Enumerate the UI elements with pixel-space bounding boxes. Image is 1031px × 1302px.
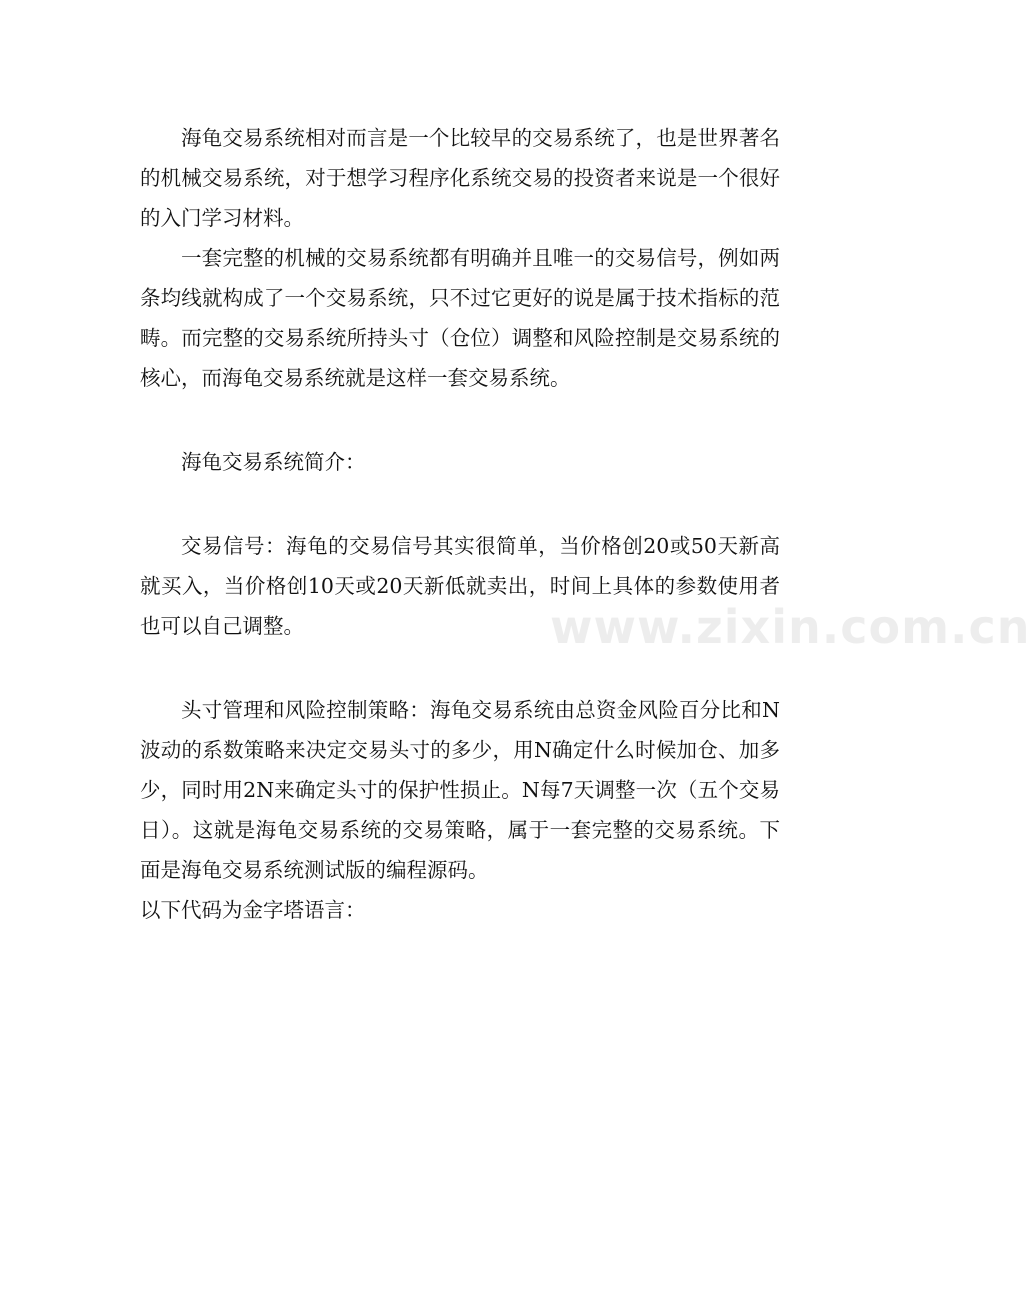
paragraph-gap: [140, 646, 780, 690]
paragraph-trading-signal: 交易信号：海龟的交易信号其实很简单，当价格创20或50天新高就买入，当价格创10天或20天新低就卖出，时间上具体的参数使用者也可以自己调整。: [140, 534, 780, 638]
paragraph-gap: [140, 398, 780, 442]
paragraph-intro: 海龟交易系统相对而言是一个比较早的交易系统了，也是世界著名的机械交易系统，对于想学习程序化系统交易的投资者来说是一个很好的入门学习材料。: [140, 126, 780, 230]
paragraph-gap: [140, 482, 780, 526]
paragraph-system-definition: 一套完整的机械的交易系统都有明确并且唯一的交易信号，例如两条均线就构成了一个交易系统，只不过它更好的说是属于技术指标的范畴。而完整的交易系统所持头寸（仓位）调整和风险控制是交易系统的核心，而海龟交易系统就是这样一套交易系统。: [140, 246, 780, 390]
watermark: www.zixin.com.cn: [550, 600, 1031, 654]
document-body: [140, 118, 780, 930]
section-heading-overview: 海龟交易系统简介：: [181, 450, 366, 474]
paragraph-code-intro: 以下代码为金字塔语言：: [140, 898, 366, 922]
paragraph-position-risk: 头寸管理和风险控制策略：海龟交易系统由总资金风险百分比和N波动的系数策略来决定交易头寸的多少，用N确定什么时候加仓、加多少，同时用2N来确定头寸的保护性损止。N每7天调整一次（五个交易日）。这就是海龟交易系统的交易策略，属于一套完整的交易系统。下面是海龟交易系统测试版的编程源码。: [140, 698, 780, 882]
